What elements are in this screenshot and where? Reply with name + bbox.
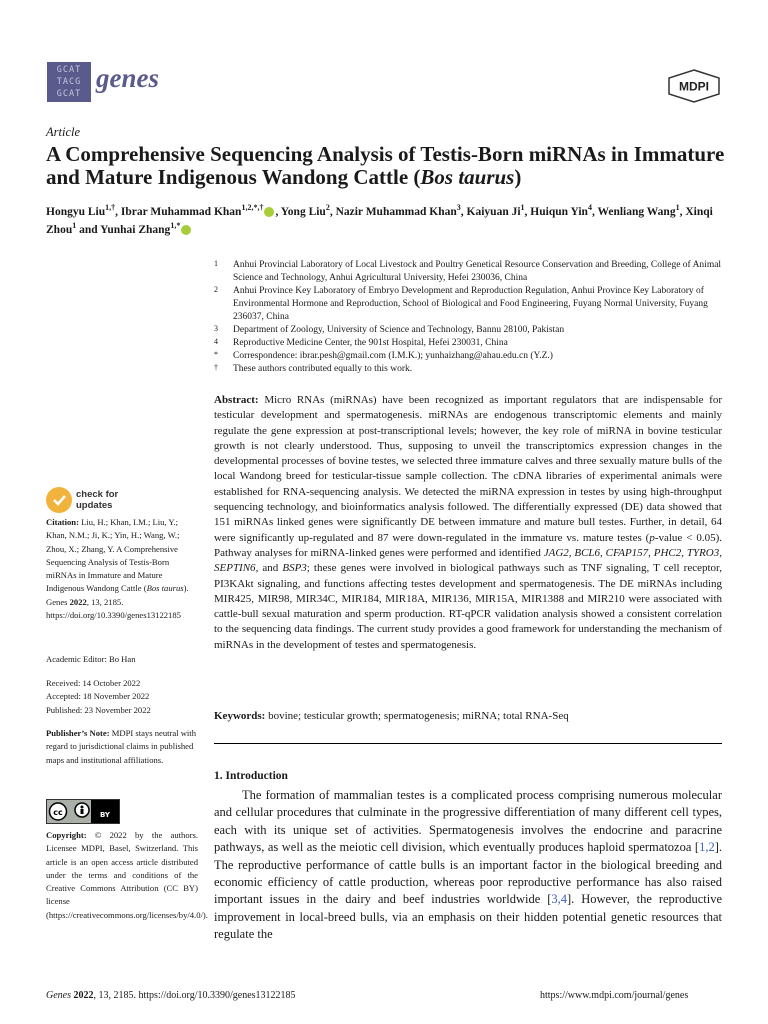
section-heading: 1. Introduction [214,770,288,782]
published-date: Published: 23 November 2022 [46,704,151,715]
article-title [46,143,726,189]
title-end: ) [514,165,522,189]
affiliation-text: Department of Zoology, University of Science and Technology, Bannu 28100, Pakistan [233,325,565,335]
author-affiliation-marker: 1 [520,203,525,213]
section-divider [214,743,722,744]
author-name[interactable]: Ibrar Muhammad Khan [120,206,242,218]
affiliation-item [214,324,729,337]
author-name[interactable]: Wenliang Wang [597,206,676,218]
abstract-text-2: -value < 0.05). Pathway analyses for miRNA-linked genes were performed and identified [214,531,722,559]
affiliation-item [214,259,729,285]
affiliation-marker: 4 [214,337,218,346]
accepted-date: Accepted: 18 November 2022 [46,691,150,702]
author-separator: , [115,206,121,218]
affiliation-marker: 1 [214,259,218,268]
abstract-text: Micro RNAs (miRNAs) have been recognized as important regulators that are indispensable for testicular development and spermatogenesis. miRNAs are endogenous transcriptomic elements and mainly regulate the gene expression at post-transcriptional levels; however, the key role of miRNA in bovine testicular growth is not clearly understood. Thus, supposing to unveil the transcriptomics expression changes in the developmental processes of bovine testes, we selected three immature calves and three sexually mature bulls of the local Wandong breed for testicular-tissue sample collection. The cDNA libraries of experimental animals were established for RNA-sequencing analysis. We detected the miRNA expression in testes by using high-throughput sequencing technology, and bioinformatics analysis followed. The differentially expressed (DE) data showed that 151 miRNAs linked genes were significantly DE between immature and mature bull testes. Further, in detail, 64 were significantly up-regulated and 87 were down-regulated in the immature vs. mature testes ( [214,394,723,544]
author-affiliation-marker: 1,† [105,203,116,213]
footer-url[interactable]: https://www.mdpi.com/journal/genes [540,990,689,1001]
author-separator: , [460,206,467,218]
author-list [46,203,736,239]
author-affiliation-marker: 1,* [170,221,181,231]
publishers-note [46,727,198,767]
abstract-label: Abstract: [214,394,259,406]
intro-text-1: The formation of mammalian testes is a complicated process comprising numerous molecular and cellular procedures that culminate in the progressive differentiation of many different cell types, each with its unique set of activities. Spermatogenesis involves the endocrine and paracrine pathways, as well as the meiotic cell division, which eventually produces haploid spermatozoa [ [214,788,722,855]
affiliation-item [214,337,729,350]
author-name[interactable]: Xinqi Zhou [46,206,713,236]
keywords-text: bovine; testicular growth; spermatogenesis; miRNA; total RNA-Seq [268,710,569,722]
citation-block [46,516,198,622]
check-for-updates-button[interactable] [46,487,156,517]
title-species: Bos taurus [420,165,515,189]
author-name[interactable]: Yong Liu [280,206,326,218]
citation-journal: ). Genes [46,583,189,607]
abstract-gene-last: BSP3 [282,562,307,575]
author-name[interactable]: Yunhai Zhang [100,224,171,236]
abstract-genes: JAG2, BCL6, CFAP157, PHC2, TYRO3, SEPTIN6 [214,546,722,575]
footer-citation [46,990,296,1001]
orcid-icon[interactable] [264,207,274,217]
intro-text-2: ]. The reproductive performance of cattle bulls is an important factor in the biological breeding and economic efficiency of cattle production, whereas poor reproductive performance has also raised important issues in the dairy and beef industries worldwide [ [214,840,722,907]
affiliation-marker: 2 [214,285,218,294]
publisher-name: MDPI [679,79,709,94]
affiliation-marker: † [214,363,218,372]
publisher-logo[interactable] [667,69,721,103]
academic-editor: Academic Editor: Bo Han [46,654,136,664]
check-updates-label: check for updates [76,489,119,511]
abstract-text-3: ; these genes were involved in biological pathways such as TNF signaling, T cell receptor, PI3KAkt signaling, and functions affecting testes development and spermatogenesis. The DE miRNAs including MIR425, MIR98, MIR34C, MIR184, MIR18A, MIR136, MIR15A, MIR1388 and MIR210 were associated with cattle-bull sexual maturation and sperm production. RT-qPCR validation analysis showed a consistent correlation to the sequencing data findings. The current study provides a good framework for understanding the mechanism of miRNAs in the development of testes and spermatogenesis. [214,562,722,651]
note-text: MDPI stays neutral with regard to jurisdictional claims in published maps and institutional affiliations. [46,728,196,765]
author-separator: , [524,206,531,218]
author-separator: , [679,206,686,218]
journal-logo: GCAT TACG GCAT [47,62,91,102]
affiliation-marker: 3 [214,324,218,333]
citation-link[interactable]: 3,4 [551,892,568,907]
author-separator: , [591,206,598,218]
abstract-p-symbol: p [649,531,655,544]
check-updates-icon [46,487,72,513]
affiliation-text: Anhui Provincial Laboratory of Local Livestock and Poultry Genetical Resource Conservation and Breeding, College of Animal Science and Technology, Anhui Agricultural University, Hefei 230036, China [233,260,722,283]
svg-text:BY: BY [99,811,111,819]
author-affiliation-marker: 1 [675,203,680,213]
affiliation-text: Anhui Province Key Laboratory of Embryo Development and Reproduction Regulation, Anhui Province Key Laboratory of Environmental Hormone and Reproduction, School of Biological and Food Engineering, Fuyang Normal University, Fuyang 236037, China [233,286,708,322]
svg-text:cc: cc [53,808,63,817]
mdpi-hexagon-icon [667,69,721,103]
citation-label: Citation: [46,517,79,527]
affiliation-item [214,285,729,324]
footer-journal: Genes [46,990,71,1001]
affiliation-text: These authors contributed equally to this work. [233,364,413,374]
author-name[interactable]: Nazir Muhammad Khan [335,206,457,218]
citation-species: Bos taurus [146,583,184,594]
author-affiliation-marker: 2 [325,203,330,213]
orcid-icon[interactable] [181,225,191,235]
citation-text: Liu, H.; Khan, I.M.; Liu, Y.; Khan, N.M.; Ji, K.; Yin, H.; Wang, W.; Zhou, X.; Zhang, Y. A Comprehensive Sequencing Analysis of Testis-Born miRNAs in Immature and Mature Indigenous Wandong Cattle ( [46,517,180,594]
citation-year: 2022 [69,596,87,607]
copyright-label: Copyright: [46,830,87,840]
author-name[interactable]: Kaiyuan Ji [466,206,521,218]
author-separator: , [329,206,336,218]
citation-link[interactable]: 1,2 [699,840,715,855]
affiliation-text: Reproductive Medicine Center, the 901st Hospital, Hefei 230031, China [233,338,508,348]
footer-year: 2022 [73,990,94,1001]
note-label: Publisher’s Note: [46,728,110,738]
journal-name[interactable]: genes [96,63,159,93]
affiliations [214,259,729,376]
author-name[interactable]: Huiqun Yin [530,206,588,218]
affiliation-text: Correspondence: ibrar.pesh@gmail.com (I.M.K.); yunhaizhang@ahau.edu.cn (Y.Z.) [233,351,553,361]
affiliation-item [214,363,729,376]
introduction-text [214,787,722,944]
author-affiliation-marker: 3 [456,203,461,213]
article-type: Article [46,125,81,139]
intro-text-3: ]. However, the reproductive improvement in local-breed bulls, via an emphasis on their hidden potential genetic resources that regulate the [214,892,722,942]
affiliation-marker: * [214,350,218,359]
author-separator: and [76,224,101,236]
abstract-and: , and [255,562,283,575]
keywords-label: Keywords: [214,710,266,722]
abstract [214,393,722,653]
copyright-notice [46,829,208,922]
keywords [214,709,722,724]
received-date: Received: 14 October 2022 [46,678,141,688]
author-name[interactable]: Hongyu Liu [46,206,106,218]
footer-doi[interactable]: , 13, 2185. https://doi.org/10.3390/genes13122185 [93,990,296,1001]
author-affiliation-marker: 1,2,*,† [241,203,264,213]
title-main: A Comprehensive Sequencing Analysis of Testis-Born miRNAs in Immature and Mature Indigenous Wandong Cattle ( [46,142,725,189]
copyright-text: © 2022 by the authors. Licensee MDPI, Basel, Switzerland. This article is an open access article distributed under the terms and conditions of the Creative Commons Attribution (CC BY) license (https://creativecommons.org/licenses/by/4.0/). [46,830,208,920]
affiliation-item [214,350,729,363]
publication-dates [46,677,198,717]
author-separator: , [275,206,281,218]
cc-by-license-badge[interactable] [46,799,120,824]
citation-doi[interactable]: , 13, 2185. https://doi.org/10.3390/genes13122185 [46,596,181,621]
author-affiliation-marker: 1 [72,221,77,231]
author-affiliation-marker: 4 [587,203,592,213]
